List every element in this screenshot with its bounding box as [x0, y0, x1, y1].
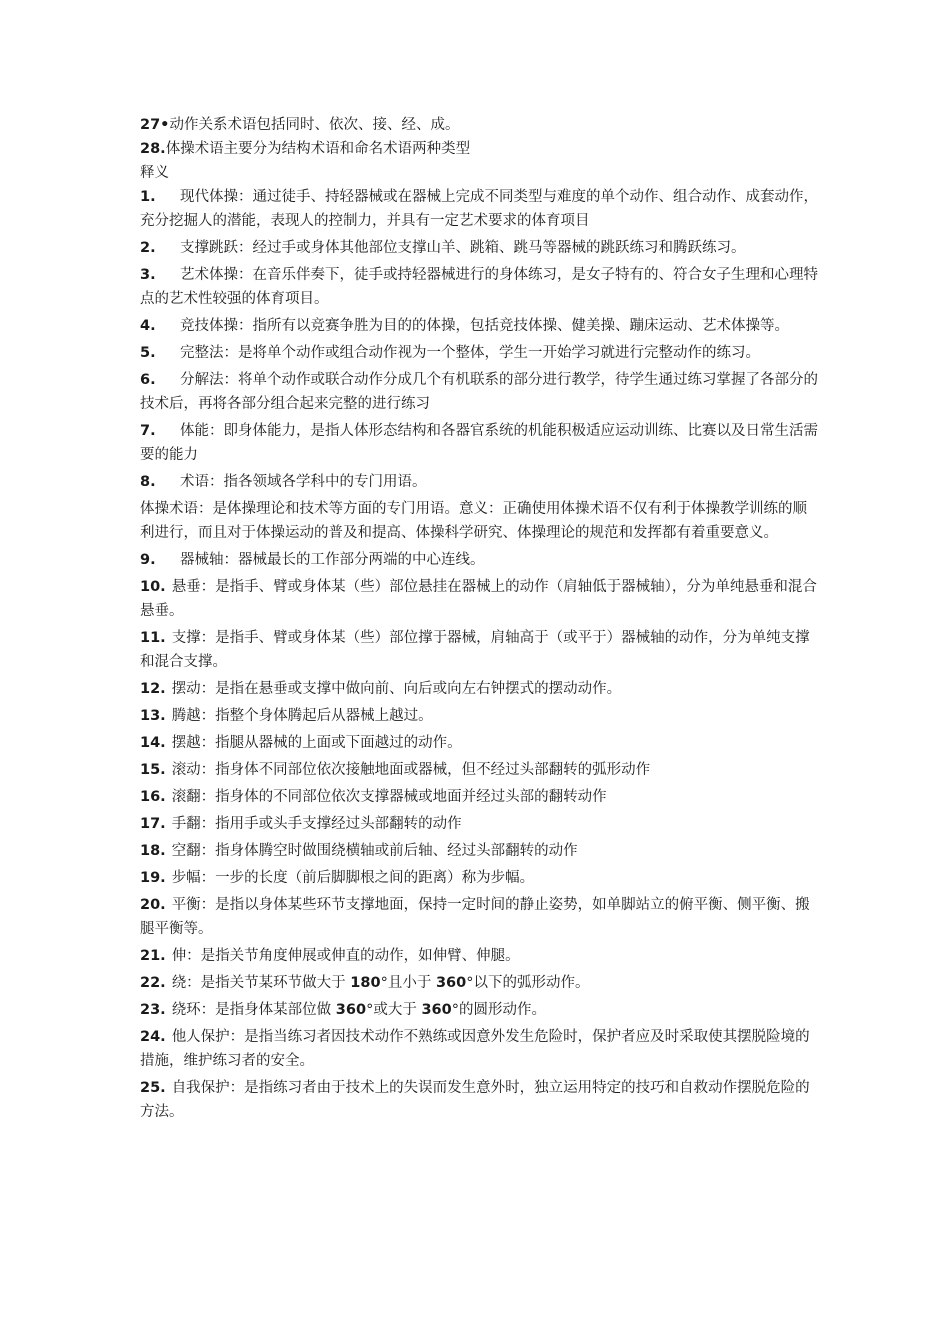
item-number: 9.: [140, 552, 156, 568]
definition-item-19: [140, 866, 820, 890]
definition-item-24: [140, 1025, 820, 1073]
item-number: 5.: [140, 345, 156, 361]
term-line-27: [140, 113, 820, 137]
item-text: 空翻：指身体腾空时做围绕横轴或前后轴、经过头部翻转的动作: [171, 843, 578, 859]
item-number: 28.: [140, 141, 166, 157]
item-number: 1.: [140, 189, 156, 205]
item-text: 手翻：指用手或头手支撑经过头部翻转的动作: [171, 816, 462, 832]
item-text-b: °且小于: [380, 975, 436, 991]
item-text: 摆动：是指在悬垂或支撑中做向前、向后或向左右钟摆式的摆动动作。: [171, 681, 622, 697]
item-number: 16.: [140, 789, 166, 805]
definition-item-2: [140, 236, 820, 260]
definition-item-13: [140, 704, 820, 728]
definition-item-14: [140, 731, 820, 755]
item-text: 伸：是指关节角度伸展或伸直的动作，如伸臂、伸腿。: [171, 948, 520, 964]
item-number: 24.: [140, 1029, 166, 1045]
item-number: 11.: [140, 630, 166, 646]
definition-item-17: [140, 812, 820, 836]
item-number: 22.: [140, 975, 166, 991]
item-number: 12.: [140, 681, 166, 697]
item-number: 15.: [140, 762, 166, 778]
item-number: 4.: [140, 318, 156, 334]
item-text: 自我保护：是指练习者由于技术上的失误而发生意外时，独立运用特定的技巧和自救动作摆脱危险的方法。: [140, 1080, 810, 1120]
document-page: [140, 113, 820, 1127]
item-number: 19.: [140, 870, 166, 886]
definition-item-8: [140, 470, 820, 494]
definition-item-10: [140, 575, 820, 623]
item-text: 动作关系术语包括同时、依次、接、经、成。: [169, 117, 460, 133]
item-text-b: °或大于: [366, 1002, 422, 1018]
item-text: 腾越：指整个身体腾起后从器械上越过。: [171, 708, 433, 724]
term-line-28: [140, 137, 820, 161]
item-number: 20.: [140, 897, 166, 913]
item-number: 7.: [140, 423, 156, 439]
item-text: 悬垂：是指手、臂或身体某（些）部位悬挂在器械上的动作（肩轴低于器械轴），分为单纯悬垂和混合悬垂。: [140, 579, 817, 619]
definition-item-23: [140, 998, 820, 1022]
item-number: 21.: [140, 948, 166, 964]
item-number: 23.: [140, 1002, 166, 1018]
item-number: 25.: [140, 1080, 166, 1096]
item-text: 平衡：是指以身体某些环节支撑地面，保持一定时间的静止姿势，如单脚站立的俯平衡、侧平衡、搬腿平衡等。: [140, 897, 810, 937]
item-text-a: 绕环：是指身体某部位做: [171, 1002, 336, 1018]
item-text: 器械轴：器械最长的工作部分两端的中心连线。: [180, 552, 485, 568]
item-text: 滚动：指身体不同部位依次接触地面或器械，但不经过头部翻转的弧形动作: [171, 762, 651, 778]
item-number: 2.: [140, 240, 156, 256]
degree-value: 360: [335, 1002, 367, 1018]
definition-item-20: [140, 893, 820, 941]
item-text: 完整法：是将单个动作或组合动作视为一个整体，学生一开始学习就进行完整动作的练习。: [180, 345, 760, 361]
item-number: 10.: [140, 579, 166, 595]
degree-value: 360: [421, 1002, 452, 1018]
item-text: 术语：指各领域各学科中的专门用语。: [180, 474, 427, 490]
item-text: 竞技体操：指所有以竞赛争胜为目的的体操，包括竞技体操、健美操、蹦床运动、艺术体操等。: [180, 318, 789, 334]
item-text-c: °的圆形动作。: [451, 1002, 546, 1018]
item-number: 6.: [140, 372, 156, 388]
item-text: 现代体操：通过徒手、持轻器械或在器械上完成不同类型与难度的单个动作、组合动作、成套动作，充分挖掘人的潜能，表现人的控制力，并具有一定艺术要求的体育项目: [140, 189, 818, 229]
item-number: 13.: [140, 708, 166, 724]
item-number: 8.: [140, 474, 156, 490]
item-text-a: 绕：是指关节某环节做大于: [171, 975, 351, 991]
definition-item-9: [140, 548, 820, 572]
section-title: 释义: [140, 165, 169, 181]
item-text-c: °以下的弧形动作。: [466, 975, 590, 991]
definition-item-15: [140, 758, 820, 782]
definition-item-4: [140, 314, 820, 338]
item-text: 支撑跳跃：经过手或身体其他部位支撑山羊、跳箱、跳马等器械的跳跃练习和腾跃练习。: [180, 240, 746, 256]
definition-item-12: [140, 677, 820, 701]
item-text: 步幅：一步的长度（前后脚脚根之间的距离）称为步幅。: [171, 870, 535, 886]
definition-item-21: [140, 944, 820, 968]
item-number: 17.: [140, 816, 166, 832]
item-text: 他人保护：是指当练习者因技术动作不熟练或因意外发生危险时，保护者应及时采取使其摆脱险境的措施，维护练习者的安全。: [140, 1029, 810, 1069]
item-text: 支撑：是指手、臂或身体某（些）部位撑于器械，肩轴高于（或平于）器械轴的动作，分为单纯支撑和混合支撑。: [140, 630, 810, 670]
item-text: 艺术体操：在音乐伴奏下，徒手或持轻器械进行的身体练习，是女子特有的、符合女子生理和心理特点的艺术性较强的体育项目。: [140, 267, 818, 307]
item-number: 18.: [140, 843, 166, 859]
item-number: 27•: [140, 117, 170, 133]
item-text: 滚翻：指身体的不同部位依次支撑器械或地面并经过头部的翻转动作: [171, 789, 607, 805]
definition-item-16: [140, 785, 820, 809]
item-number: 14.: [140, 735, 166, 751]
degree-value: 360: [435, 975, 467, 991]
definition-item-6: [140, 368, 820, 416]
definition-item-3: [140, 263, 820, 311]
definition-item-25: [140, 1076, 820, 1124]
item-number: 3.: [140, 267, 156, 283]
definition-item-11: [140, 626, 820, 674]
definition-item-1: [140, 185, 820, 233]
item-text: 摆越：指腿从器械的上面或下面越过的动作。: [171, 735, 462, 751]
definition-item-5: [140, 341, 820, 365]
definition-item-22: [140, 971, 820, 995]
item-text: 分解法：将单个动作或联合动作分成几个有机联系的部分进行教学，待学生通过练习掌握了各部分的技术后，再将各部分组合起来完整的进行练习: [140, 372, 818, 412]
gymnastics-term-note: 体操术语：是体操理论和技术等方面的专门用语。意义：正确使用体操术语不仅有利于体操教学训练的顺利进行，而且对于体操运动的普及和提高、体操科学研究、体操理论的规范和发挥都有着重要意义。: [140, 501, 807, 541]
item-text: 体能：即身体能力，是指人体形态结构和各器官系统的机能积极适应运动训练、比赛以及日常生活需要的能力: [140, 423, 818, 463]
definition-item-7: [140, 419, 820, 467]
definition-item-18: [140, 839, 820, 863]
degree-value: 180: [350, 975, 381, 991]
item-text: 体操术语主要分为结构术语和命名术语两种类型: [165, 141, 471, 157]
